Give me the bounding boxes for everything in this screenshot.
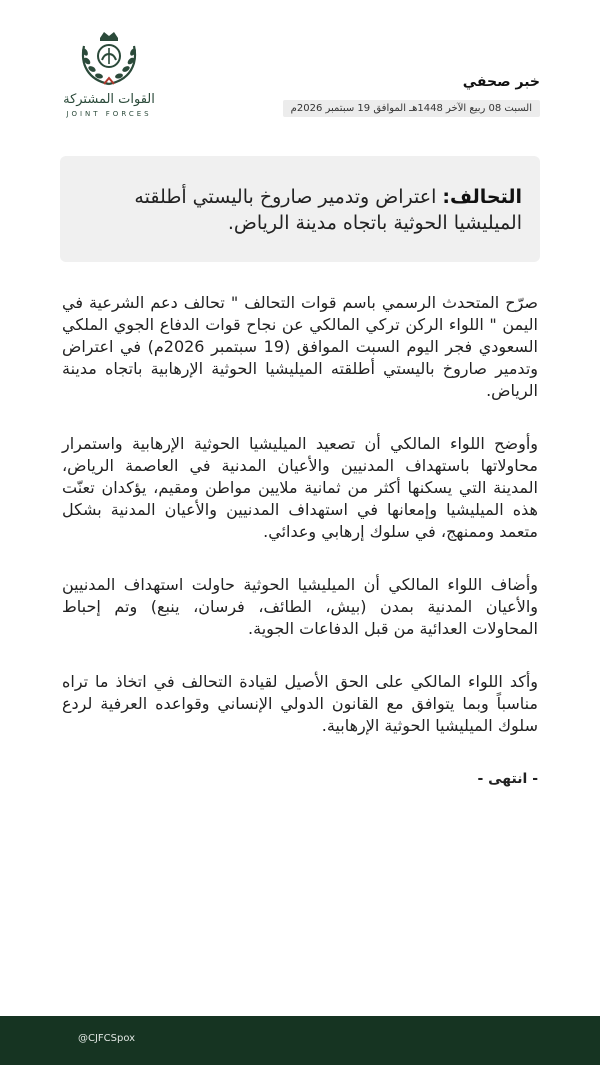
footer-bar — [0, 1016, 600, 1065]
headline-box — [60, 156, 540, 262]
logo-arabic-name: القوات المشتركة — [63, 92, 155, 107]
headline-text: اعتراض وتدمير صاروخ باليستي أطلقته الميليشيا الحوثية باتجاه مدينة الرياض. — [134, 186, 522, 234]
headline-label: التحالف: — [442, 186, 522, 208]
article-body — [62, 292, 538, 821]
paragraph-1: صرّح المتحدث الرسمي باسم قوات التحالف " تحالف دعم الشرعية في اليمن " اللواء الركن تركي المالكي عن نجاح قوات الدفاع الجوي الملكي السعودي فجر اليوم السبت الموافق (19 سبتمبر 2026م) في اعتراض وتدمير صاروخ باليستي أطلقته الميليشيا الحوثية الإرهابية باتجاه مدينة الرياض. — [62, 293, 538, 400]
logo-english-name: JOINT FORCES — [66, 110, 152, 118]
end-mark: - انتهى - — [477, 771, 538, 787]
paragraph-2: وأوضح اللواء المالكي أن تصعيد الميليشيا الحوثية الإرهابية واستمرار محاولاتها باستهداف المدنيين والأعيان المدنية في العاصمة الرياض، المدينة التي يسكنها أكثر من ثمانية ملايين مواطن ومقيم، يؤكدان تعنّت هذه الميليشيا وإمعانها في استهداف المدنيين والأعيان المدنية بشكل متعمد وممنهج، في سلوك إرهابي وعدائي. — [62, 434, 538, 541]
date-badge: السبت 08 ربيع الآخر 1448هـ الموافق 19 سبتمبر 2026م — [283, 100, 540, 117]
paragraph-3: وأضاف اللواء المالكي أن الميليشيا الحوثية حاولت استهداف المدنيين والأعيان المدنية بمدن (بيش، الطائف، فرسان، ينبع) وتم إحباط المحاولات العدائية من قبل الدفاعات الجوية. — [62, 575, 538, 638]
joint-forces-emblem-icon — [74, 26, 144, 92]
paragraph-4: وأكد اللواء المالكي على الحق الأصيل لقيادة التحالف في اتخاذ ما تراه مناسباً وبما يتوافق مع القانون الدولي الإنساني وقواعده العرفية لردع سلوك الميليشيا الحوثية الإرهابية. — [62, 672, 538, 735]
document-type-title: خبر صحفي — [462, 74, 540, 90]
joint-forces-logo — [54, 26, 164, 126]
social-handle: @CJFCSpox — [78, 1033, 136, 1044]
